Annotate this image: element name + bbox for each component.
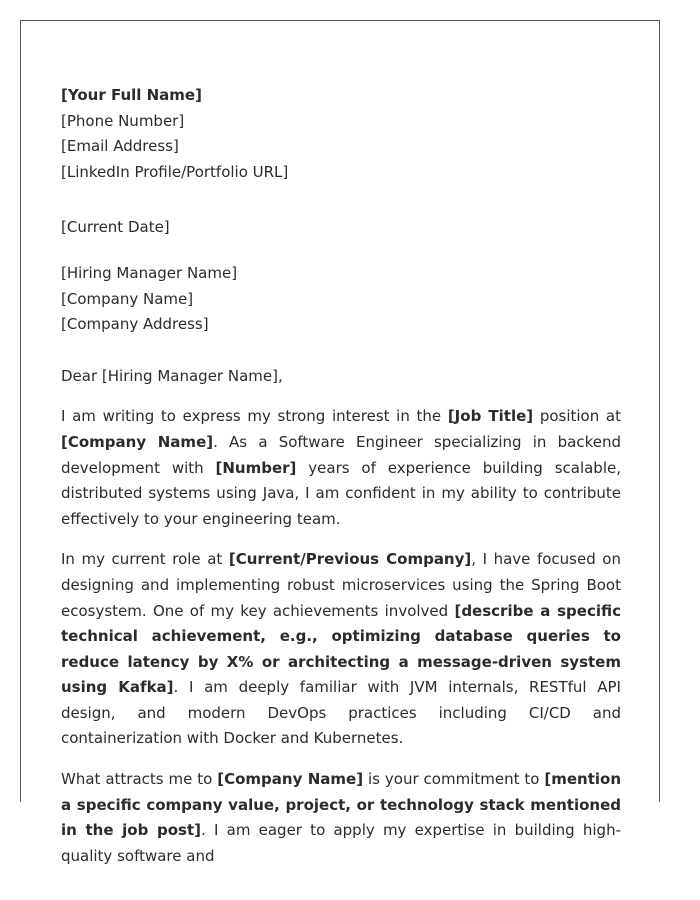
document-page — [20, 20, 660, 865]
recipient-info — [61, 261, 621, 338]
sender-linkedin: [LinkedIn Profile/Portfolio URL] — [61, 162, 289, 181]
recipient-manager: [Hiring Manager Name] — [61, 263, 238, 282]
sender-full-name: [Your Full Name] — [61, 86, 202, 104]
sender-info — [61, 83, 621, 185]
letter-date: [Current Date] — [61, 218, 170, 237]
paragraph-3: What attracts me to [Company Name] is your commitment to [mention a specific company value, project, or technology stack mentioned in the job post]. I am eager to apply my expertise in building high-quality software and — [61, 770, 622, 865]
paragraph-1: I am writing to express my strong interest in the [Job Title] position at [Company Name]. As a Software Engineer specializing in backend development with [Number] years of experience building scalable, distributed systems using Java, I am confident in my ability to contribute effectively to your engineering team. — [61, 407, 621, 528]
sender-phone: [Phone Number] — [61, 111, 185, 130]
letter-body — [61, 83, 621, 884]
paragraph-2: In my current role at [Current/Previous Company], I have focused on designing and implementing robust microservices using the Spring Boot ecosystem. One of my key achievements involved [describe a specific technical achievement, e.g., optimizing database queries to reduce latency by X% or architecting a message-driven system using Kafka]. I am deeply familiar with JVM internals, RESTful API design, and modern DevOps practices including CI/CD and containerization with Docker and Kubernetes. — [61, 550, 622, 748]
recipient-address: [Company Address] — [61, 315, 209, 334]
salutation: Dear [Hiring Manager Name], — [61, 366, 283, 385]
sender-email: [Email Address] — [61, 137, 179, 156]
recipient-company: [Company Name] — [61, 289, 194, 308]
